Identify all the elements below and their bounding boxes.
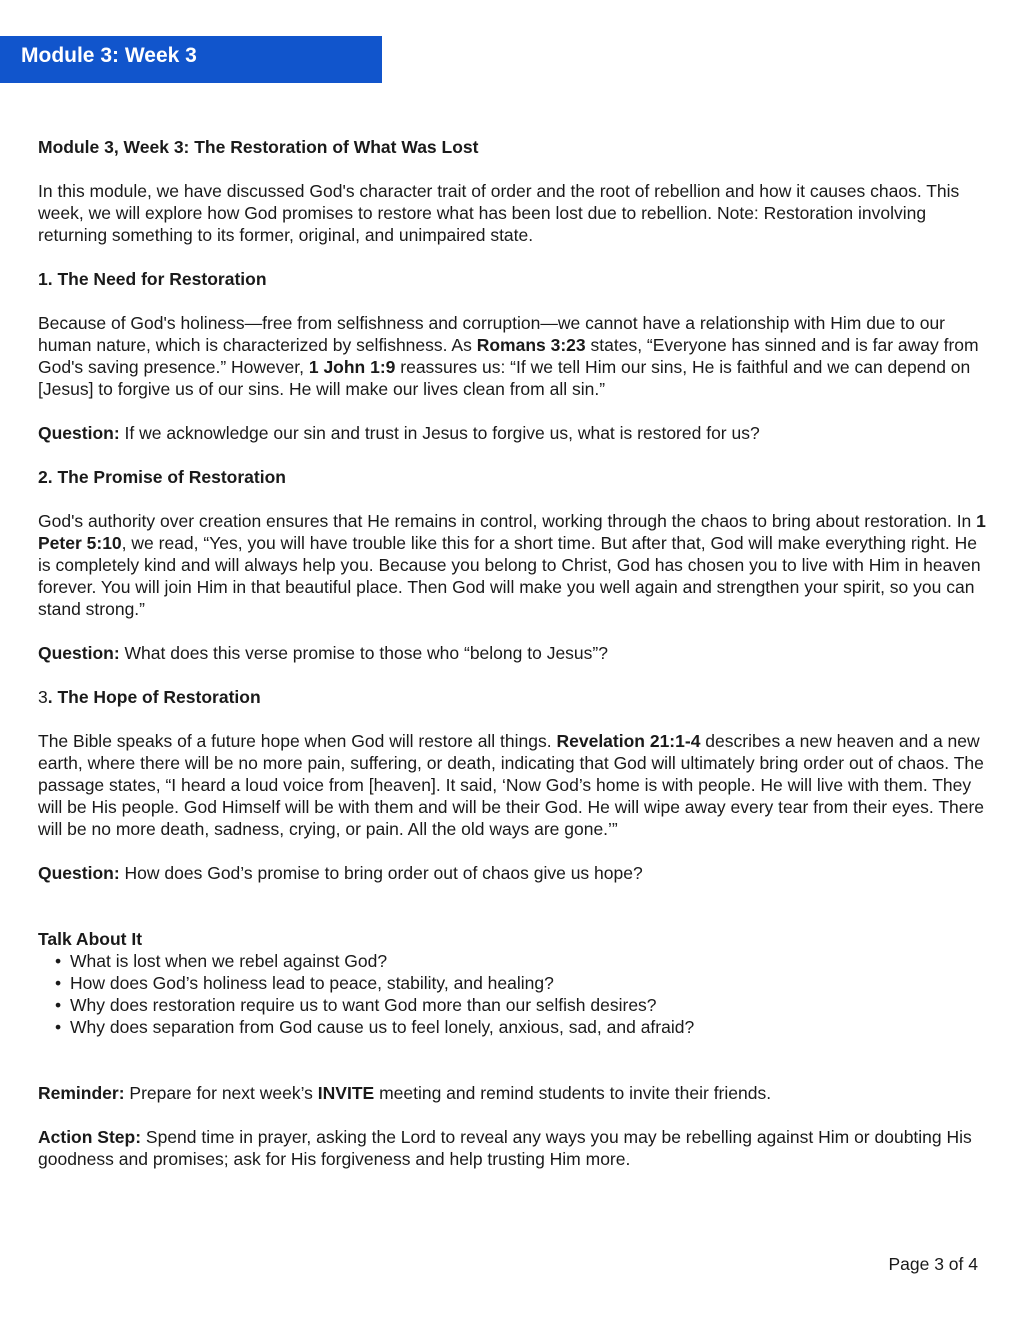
action-step-label: Action Step: <box>38 1127 142 1147</box>
question-label: Question: <box>38 423 120 443</box>
question-label: Question: <box>38 643 120 663</box>
question-label: Question: <box>38 863 120 883</box>
scripture-ref: Romans 3:23 <box>476 335 586 355</box>
reminder-label: Reminder: <box>38 1083 125 1103</box>
section-3-heading: 3. The Hope of Restoration <box>38 687 261 707</box>
scripture-ref: Revelation 21:1-4 <box>556 731 701 751</box>
module-header-title: Module 3: Week 3 <box>21 44 197 67</box>
list-item: • Why does separation from God cause us to feel lonely, anxious, sad, and afraid? <box>55 1016 988 1038</box>
section-1-paragraph: Because of God's holiness—free from selfishness and corruption—we cannot have a relationship with Him due to our human nature, which is characterized by selfishness. As Romans 3:23 states, “Everyone has sinned and is far away from God's saving presence.” However, 1 John 1:9 reassures us: “If we tell Him our sins, He is faithful and we can depend on [Jesus] to forgive us of our sins. He will make our lives clean from all sin.” <box>38 313 979 399</box>
section-3-question: Question: How does God’s promise to bring order out of chaos give us hope? <box>38 863 643 883</box>
section-2-paragraph: God's authority over creation ensures that He remains in control, working through the chaos to bring about restoration. In 1 Peter 5:10, we read, “Yes, you will have trouble like this for a short time. But after that, God will make everything right. He is completely kind and will always help you. Because you belong to Christ, God has chosen you to live with Him in heaven forever. You will join Him in that beautiful place. Then God will make you well again and strengthen your spirit, so you can stand strong.” <box>38 511 986 619</box>
reminder-paragraph: Reminder: Prepare for next week’s INVITE meeting and remind students to invite their friends. <box>38 1083 772 1103</box>
intro-paragraph: In this module, we have discussed God's character trait of order and the root of rebellion and how it causes chaos. This week, we will explore how God promises to restore what has been lost due to rebellion. Note: Restoration involving returning something to its former, original, and unimpaired state. <box>38 181 960 245</box>
invite-emphasis: INVITE <box>317 1083 375 1103</box>
section-1-question: Question: If we acknowledge our sin and trust in Jesus to forgive us, what is restored for us? <box>38 423 760 443</box>
scripture-ref: 1 John 1:9 <box>308 357 396 377</box>
talk-about-it-list <box>38 950 988 1038</box>
document-body <box>38 136 988 1170</box>
section-3-paragraph: The Bible speaks of a future hope when God will restore all things. Revelation 21:1-4 describes a new heaven and a new earth, where there will be no more pain, suffering, or death, indicating that God will ultimately bring order out of chaos. The passage states, “I heard a loud voice from [heaven]. It said, ‘Now God’s home is with people. He will live with them. They will be His people. God Himself will be with them and will be their God. He will wipe away every tear from their eyes. There will be no more death, sadness, crying, or pain. All the old ways are gone.’” <box>38 731 985 839</box>
list-item: • How does God’s holiness lead to peace, stability, and healing? <box>55 972 988 994</box>
module-header-bar <box>0 36 382 83</box>
section-2-question: Question: What does this verse promise to those who “belong to Jesus”? <box>38 643 608 663</box>
section-1-heading: 1. The Need for Restoration <box>38 269 267 289</box>
list-item: • Why does restoration require us to want God more than our selfish desires? <box>55 994 988 1016</box>
document-title: Module 3, Week 3: The Restoration of What Was Lost <box>38 137 479 157</box>
scripture-ref: 1 Peter 5:10 <box>38 511 986 553</box>
page-number: Page 3 of 4 <box>888 1254 978 1274</box>
list-item: • What is lost when we rebel against God? <box>55 950 988 972</box>
talk-about-it-heading: Talk About It <box>38 929 143 949</box>
section-2-heading: 2. The Promise of Restoration <box>38 467 286 487</box>
action-step-paragraph: Action Step: Spend time in prayer, asking the Lord to reveal any ways you may be rebelling against Him or doubting His goodness and promises; ask for His forgiveness and help trusting Him more. <box>38 1127 972 1169</box>
